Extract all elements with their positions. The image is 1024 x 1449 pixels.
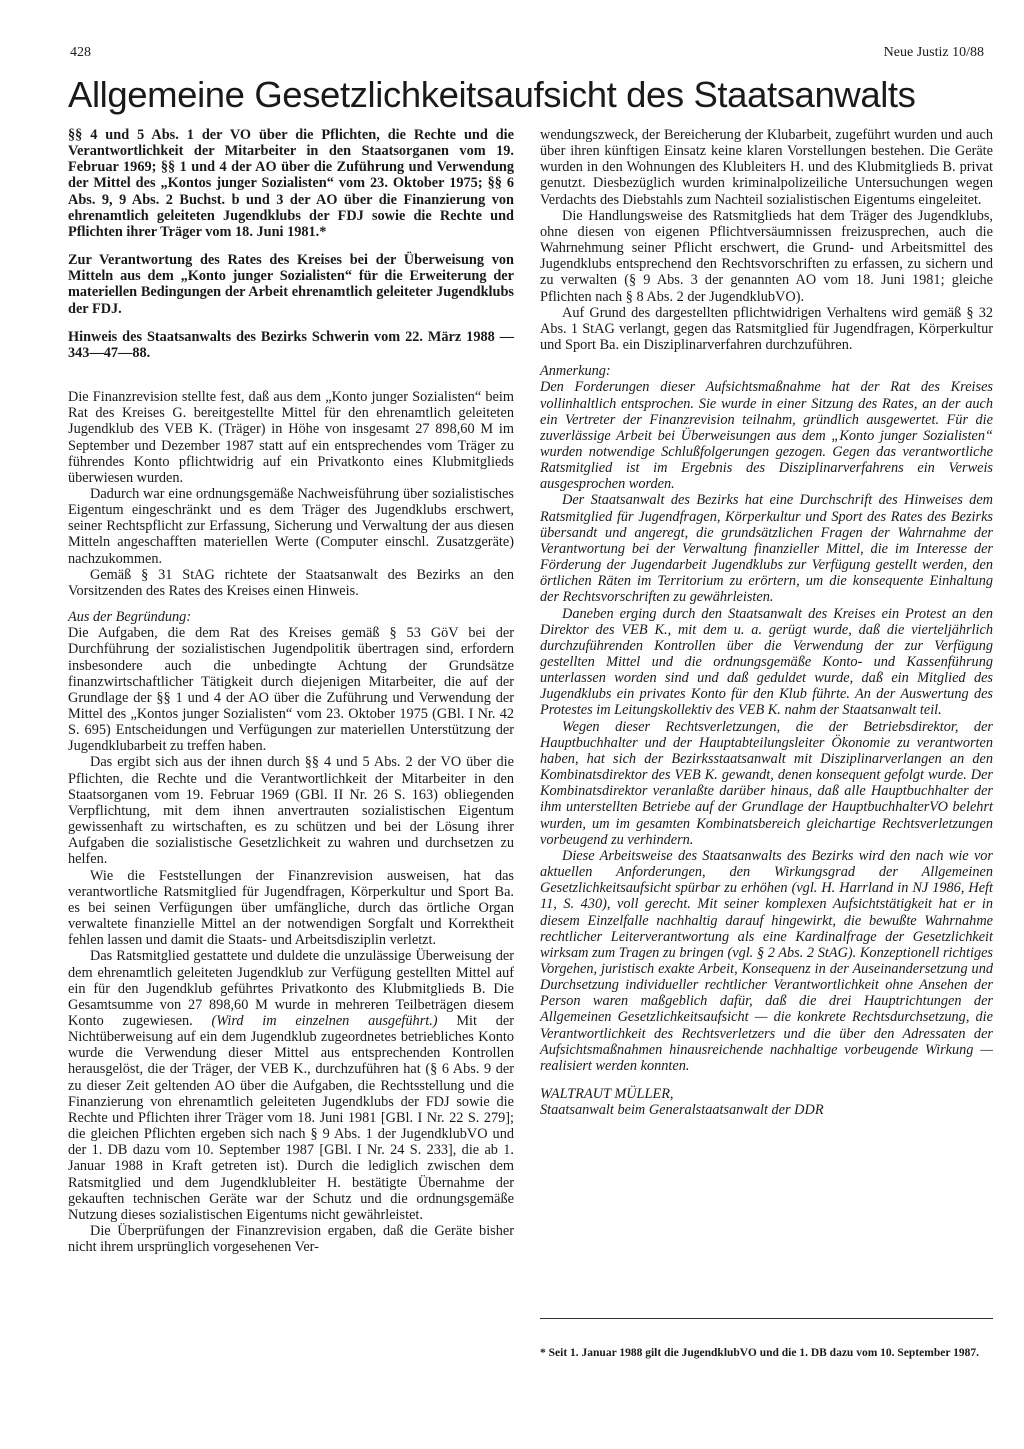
footnote: * Seit 1. Januar 1988 gilt die JugendklubVO und die 1. DB dazu vom 10. September 1987. <box>540 1346 979 1359</box>
case-summary: Zur Verantwortung des Rates des Kreises bei der Überweisung von Mitteln aus dem „Konto junger Sozialisten“ für die Erweiterung der materiellen Bedingungen der Arbeit ehrenamtlich geleiteter Jugendklubs der FDJ. <box>68 252 514 317</box>
legal-references: §§ 4 und 5 Abs. 1 der VO über die Pflichten, die Rechte und die Verantwortlichkeit der Mitarbeiter in den Staatsorganen vom 19. Februar 1969; §§ 1 und 4 der AO über die Zuführung und Verwendung der Mittel des „Kontos junger Sozialisten“ vom 23. Oktober 1975; §§ 6 Abs. 9, 9 Abs. 2 Buchst. b und 3 der AO über die Finanzierung von ehrenamtlich geleiteten Jugendklubs der FDJ sowie die Rechte und Pflichten ihrer Träger vom 18. Juni 1981.* <box>68 127 514 240</box>
left-column <box>68 127 514 1255</box>
annotation-paragraph: Diese Arbeitsweise des Staatsanwalts des Bezirks wird den nach wie vor aktuellen Anforderungen, den Wirkungsgrad der Allgemeinen Gesetzlichkeitsaufsicht spürbar zu erhöhen (vgl. H. Harrland in NJ 1986, Heft 11, S. 430), voll gerecht. Mit seiner komplexen Aufsichtstätigkeit hat er in diesem Einzelfalle nachhaltig darauf hingewirkt, die bewußte Wahrnahme rechtlicher Leiterverantwortung als eine Kardinalfrage der Gesetzlichkeit wirksam zum Tragen zu bringen (vgl. § 2 Abs. 2 StAG). Konzeptionell richtiges Vorgehen, juristisch exakte Arbeit, Konsequenz in der Auseinandersetzung und Durchsetzung individueller rechtlicher Verantwortlichkeit ohne Ansehen der Person waren maßgeblich dafür, daß die drei Hauptrichtungen der Allgemeinen Gesetzlichkeitsaufsicht — die konkrete Rechtsdurchsetzung, die Verantwortlichkeit des Rechtsverletzers und die über den Adressaten der Aufsichtsmaßnahmen hinausreichende nachhaltige vorbeugende Wirkung — realisiert werden konnten. <box>540 847 993 1074</box>
author-role: Staatsanwalt beim Generalstaatsanwalt der DDR <box>540 1102 824 1119</box>
body-paragraph: Gemäß § 31 StAG richtete der Staatsanwalt des Bezirks an den Vorsitzenden des Rates des Kreises einen Hinweis. <box>68 566 514 599</box>
journal-issue: Neue Justiz 10/88 <box>883 45 984 60</box>
body-paragraph: Auf Grund des dargestellten pflichtwidrigen Verhaltens wird gemäß § 32 Abs. 1 StAG verlangt, gegen das Ratsmitglied für Jugendfragen, Körperkultur und Sport Ba. ein Disziplinarverfahren durchzuführen. <box>540 304 993 354</box>
annotation-paragraph: Der Staatsanwalt des Bezirks hat eine Durchschrift des Hinweises dem Ratsmitglied für Jugendfragen, Körperkultur und Sport des Rates des Bezirks übersandt und angeregt, die grundsätzlichen Fragen der Wahrnahme der Verantwortung bei der Verwaltung finanzieller Mittel, die im Interesse der Förderung der Jugendarbeit Jugendklubs zur Verfügung gestellt werden, den örtlichen Räten im Territorium zu erörtern, um die konsequente Einhaltung der Rechtsvorschriften zu gewährleisten. <box>540 492 993 606</box>
paragraph-text: Das Ratsmitglied gestattete und duldete die unzulässige Überweisung der dem ehrenamtlich geleiteten Jugendklub zur Verfügung gestellten Mittel auf ein für den Jugendklub geführtes Privatkonto des Klubmitglieds B. Die Gesamtsumme von 27 898,60 M wurde in mehreren Teilbeträgen diesem Konto zugewiesen. <box>68 948 514 1029</box>
body-paragraph: Das ergibt sich aus der ihnen durch §§ 4 und 5 Abs. 2 der VO über die Pflichten, die Rechte und die Verantwortlichkeit der Mitarbeiter in den Staatsorganen vom 19. Februar 1969 (GBl. II Nr. 26 S. 163) obliegenden Verpflichtung, mit dem ihnen anvertrauten sozialistischen Eigentum gewissenhaft zu wirtschaften, es zu schützen und bei der Lösung ihrer Aufgaben die sozialistische Gesetzlichkeit zu wahren und durchsetzen zu helfen. <box>68 754 514 868</box>
body-paragraph: wendungszweck, der Bereicherung der Klubarbeit, zugeführt wurden und auch über ihren künftigen Einsatz keine klaren Vorstellungen bestehen. Die Geräte wurden in den Wohnungen des Klubleiters H. und des Klubmitglieds B. privat genutzt. Diesbezüglich wurden kriminalpolizeiliche Untersuchungen wegen Verdachts des Diebstahls zum Nachteil sozialistischen Eigentums eingeleitet. <box>540 127 993 208</box>
subheading-anmerkung: Anmerkung: <box>540 363 611 380</box>
body-paragraph: Die Handlungsweise des Ratsmitglieds hat dem Träger des Jugendklubs, ohne diesen von eigenen Pflichtversäumnissen freizusprechen, auch die Wahrnehmung seiner Pflicht erschwert, die Grund- und Arbeitsmittel des Jugendklubs entsprechend den Rechtsvorschriften zu erfassen, zu sichern und zu verwalten (§ 9 Abs. 3 der genannten AO vom 18. Juni 1981; gleiche Pflichten nach § 8 Abs. 2 der JugendklubVO). <box>540 207 993 305</box>
body-paragraph <box>68 948 514 1223</box>
footnote-divider <box>540 1318 993 1319</box>
annotation-paragraph: Den Forderungen dieser Aufsichtsmaßnahme hat der Rat des Kreises vollinhaltlich entsprochen. Sie wurde in einer Sitzung des Rates, an der auch ein Vertreter der Finanzrevision teilnahm, gründlich ausgewertet. Für die zuverlässige Arbeit bei Überweisungen aus dem „Konto junger Sozialisten“ wurden notwendige Schlußfolgerungen gezogen. Gegen das verantwortliche Ratsmitglied ist im Ergebnis des Disziplinarverfahrens ein Verweis ausgesprochen worden. <box>540 379 993 493</box>
body-paragraph: Die Aufgaben, die dem Rat des Kreises gemäß § 53 GöV bei der Durchführung der sozialistischen Jugendpolitik übertragen sind, erfordern insbesondere auch die unbedingte Achtung der Grundsätze finanzwirtschaftlicher Tätigkeit durch diejenigen Mitarbeiter, die auf der Grundlage der §§ 1 und 4 der AO über die Zuführung und Verwendung der Mittel des „Kontos junger Sozialisten“ vom 23. Oktober 1975 (GBl. I Nr. 42 S. 695) Entscheidungen und Verfügungen zur materiellen Unterstützung der Jugendklubarbeit zu treffen haben. <box>68 625 514 755</box>
body-paragraph: Die Finanzrevision stellte fest, daß aus dem „Konto junger Sozialisten“ beim Rat des Kreises G. bereitgestellte Mittel für den ehrenamtlich geleiteten Jugendklub des VEB K. (Träger) in Höhe von insgesamt 27 898,60 M im September und Dezember 1987 statt auf ein entsprechendes vom Träger zu führendes Konto pflichtwidrig auf ein Privatkonto eines Klubmitglieds überwiesen wurden. <box>68 389 514 486</box>
author-name: WALTRAUT MÜLLER, <box>540 1086 674 1103</box>
right-column <box>540 127 993 1118</box>
annotation-paragraph: Wegen dieser Rechtsverletzungen, die der Betriebsdirektor, der Hauptbuchhalter und der Hauptabteilungsleiter Ökonomie zu verantworten haben, hat sich der Bezirksstaatsanwalt mit Disziplinarverlangen an den Kombinatsdirektor des VEB K. gewandt, denen konsequent gefolgt wurde. Der Kombinatsdirektor veranlaßte darüber hinaus, daß alle Hauptbuchhalter der ihm unterstellten Betriebe auf der Grundlage der HauptbuchhalterVO belehrt wurden, um im gesamten Kombinatsbereich gleichartige Rechtsverletzungen vorbeugend zu verhindern. <box>540 718 993 848</box>
body-paragraph: Die Überprüfungen der Finanzrevision ergaben, daß die Geräte bisher nicht ihrem ursprünglich vorgesehenen Ver- <box>68 1223 514 1256</box>
case-reference: Hinweis des Staatsanwalts des Bezirks Schwerin vom 22. März 1988 — 343—47—88. <box>68 328 514 361</box>
page-number: 428 <box>70 45 91 60</box>
omission-note: (Wird im einzelnen ausgeführt.) <box>211 1012 438 1029</box>
body-paragraph: Wie die Feststellungen der Finanzrevision ausweisen, hat das verantwortliche Ratsmitglied für Jugendfragen, Körperkultur und Sport Ba. es bei seinen Verfügungen über umfängliche, durch das örtliche Organ verwaltete finanzielle Mittel an der notwendigen Sorgfalt und Korrektheit fehlen lassen und damit die Staats- und Arbeitsdisziplin verletzt. <box>68 867 514 949</box>
subheading-begruendung: Aus der Begründung: <box>68 609 192 626</box>
page-title: Allgemeine Gesetzlichkeitsaufsicht des Staatsanwalts <box>68 74 916 115</box>
body-paragraph: Dadurch war eine ordnungsgemäße Nachweisführung über sozialistisches Eigentum eingeschränkt und es dem Träger des Jugendklubs erschwert, seiner Rechtspflicht zur Erfassung, Sicherung und Verwaltung der aus diesen Mitteln angeschafften materiellen Werte (Computer einschl. Zusatzgeräte) nachzukommen. <box>68 485 514 567</box>
running-head <box>70 45 984 63</box>
annotation-paragraph: Daneben erging durch den Staatsanwalt des Kreises ein Protest an den Direktor des VEB K., mit dem u. a. gerügt wurde, daß die vierteljährlich durchzuführenden Kontrollen über die Verwendung der zur Verfügung gestellten Mittel und die ordnungsgemäße Konto- und Kassenführung unterlassen worden sind und daß geduldet wurde, daß ein Mitglied des Jugendklubs ein privates Konto für den Klub führte. An der Auswertung des Protestes im Leitungskollektiv des VEB K. nahm der Staatsanwalt teil. <box>540 605 993 719</box>
paragraph-text: Mit der Nichtüberweisung auf ein dem Jugendklub zugeordnetes betriebliches Konto wurde die Verwendung dieser Mittel aus entsprechenden Kontrollen herausgelöst, die der Träger, der VEB K., durchzuführen hat (§ 6 Abs. 9 der zu dieser Zeit geltenden AO über die Aufgaben, die Rechtsstellung und die Finanzierung von ehrenamtlich geleiteten Jugendklubs der FDJ sowie die Rechte und Pflichten ihrer Träger vom 18. Juni 1981 [GBl. I Nr. 22 S. 279]; die gleichen Pflichten ergeben sich nach § 9 Abs. 1 der JugendklubVO und der 1. DB dazu vom 10. September 1987 [GBl. I Nr. 24 S. 233], die ab 1. Januar 1988 in Kraft getreten ist). Durch die lediglich zwischen dem Ratsmitglied und dem Jugendklubleiter H. bestätigte Übernahme der gekauften technischen Geräte war der Schutz und die ordnungsgemäße Nutzung dieses sozialistischen Eigentums nicht gewährleistet. <box>68 1012 514 1223</box>
